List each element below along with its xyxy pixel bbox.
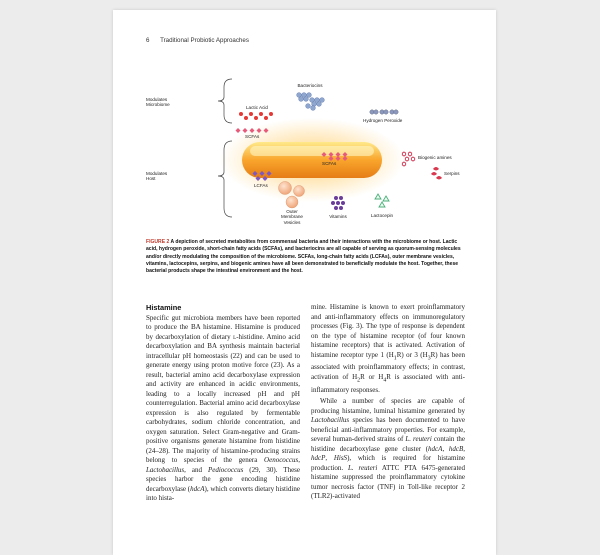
text-run: contain the histidine decarboxylase gene cluster ( <box>311 435 465 453</box>
genus-name: Pediococcus <box>207 465 244 474</box>
figure-caption-text: A depiction of secreted metabolites from commensal bacteria and their interactions with the microbiome or host. Lactic acid, hydrogen peroxide, short-chain fatty acids (SCFAs), and bacteriocins are all capable of serving as quorum-sensing molecules and/or directly modulating the composition of the microbiome. SCFAs, long-chain fatty acids (LCFAs), outer membrane vesicles, vitamins, lactocepins, serpins, and biogenic amines have all been demonstrated to beneficially modulate the host. Together, these bacterial products shape the intestinal environment and the host. <box>146 239 461 275</box>
text-run: R) has been associated with proinflammatory effects; in contrast, activation of H <box>311 350 465 381</box>
hydrogen-peroxide-label: Hydrogen Peroxide <box>363 118 403 123</box>
paragraph <box>146 314 300 504</box>
text-run: Specific gut microbiota members have been reported to produce the BA histamine. Histamine is produced by decarboxylation of dietary <box>146 313 300 341</box>
subscript: 3 <box>427 354 431 361</box>
subscript: 4 <box>383 377 387 384</box>
gene-name: hdcP <box>311 454 326 463</box>
modulates-host-label <box>146 171 167 182</box>
modulates-microbiome-label <box>146 97 170 108</box>
vitamins-label: Vitamins <box>329 214 347 219</box>
text-run: While a number of species are capable of producing histamine, luminal histamine generated by <box>311 397 465 415</box>
text-run: ), which is required for histamine production. <box>311 454 466 472</box>
hydrogen-peroxide-molecules <box>370 110 398 114</box>
text-run: ), which converts dietary histidine into hista- <box>146 484 300 502</box>
bacteriocins-molecules <box>297 93 325 111</box>
genus-name: Lactobacillus <box>311 416 350 425</box>
paragraph <box>311 303 465 395</box>
genus-name: Lactobacillus <box>146 465 185 474</box>
scfas-label-mid: SCFAs <box>322 161 337 166</box>
page-number: 6 <box>146 37 150 44</box>
text-run: R) or 3 (H <box>396 350 428 359</box>
lactocepin-molecules <box>375 194 389 207</box>
bracket-line-2: Microbiome <box>146 102 170 108</box>
lcfas-label: LCFAs <box>254 183 268 188</box>
paragraph <box>311 397 465 502</box>
omv-line-1: Outer <box>286 209 298 214</box>
bracket-line-2: Host <box>146 176 156 182</box>
species-name: L. reuteri <box>405 435 432 444</box>
text-run: R or H <box>360 372 384 381</box>
subscript: 1 <box>393 354 397 361</box>
text-run: (29, 30). These species harbor the gene encoding histidine decarboxylase ( <box>146 465 301 493</box>
serpins-label: Serpins <box>444 171 460 176</box>
omv-label <box>281 209 303 225</box>
figure-caption <box>146 239 466 275</box>
biogenic-amines-molecules <box>402 152 414 166</box>
subscript: 2 <box>357 377 361 384</box>
text-run: , <box>463 444 465 453</box>
figure-metabolites <box>146 70 472 232</box>
species-name: L. reuteri <box>348 463 378 472</box>
omv-line-3: Vesicles <box>283 219 301 225</box>
omv-line-2: Membrane <box>281 214 303 220</box>
chapter-title: Traditional Probiotic Approaches <box>160 37 249 44</box>
lactic-acid-molecules <box>239 112 273 120</box>
text-run: species has been documented to have beneficial anti-inflammatory properties. For example, several human-derived strains of <box>311 416 465 444</box>
text-run: mine. Histamine is known to exert proinflammatory and anti-inflammatory effects on immunoregulatory processes (Fig. 3). The type of response is dependent on the type of histamine receptor (of four known histamine receptors) that is activated. Activation of histamine receptor type 1 (H <box>311 303 465 359</box>
book-page <box>113 10 496 555</box>
gene-name: hdcA <box>190 484 205 493</box>
gene-name: HisS <box>333 454 348 463</box>
running-head <box>146 37 249 44</box>
text-run: l <box>233 332 237 341</box>
lactocepin-label: Lactocepin <box>370 213 394 218</box>
text-run: -histidine. Amino acid decarboxylation and BA synthesis maintain bacterial intracellular pH homeostasis (22) and can be used to generate energy using proton motive force (23). As a result, bacterial amino acid decarboxylase expression and activity are enhanced in acidic environments, leading to a locally increased pH and pH counterregulation. Bacterial amino acid decarboxylase expression is also regulated by fermentable carbohydrates, sodium chloride concentration, and oxygen saturation. Select Gram-negative and Gram-positive organisms generate histamine from histidine (24–28). The majority of histamine-producing strains belong to species of the genera <box>146 332 300 464</box>
bracket-line-1: Modulates <box>146 97 168 102</box>
text-run: ATTC PTA 6475-generated histamine suppressed the proinflammatory cytokine tumor necrosis factor (TNF) in Toll-like receptor 2 (TLR2)-activated <box>311 463 466 501</box>
text-run: , <box>325 454 334 463</box>
figure-illustration <box>146 70 472 232</box>
genus-name: Oenococcus <box>264 456 299 464</box>
text-run: , <box>442 444 449 453</box>
figure-caption-label: FIGURE 2 <box>146 239 170 245</box>
lactic-acid-label: Lactic Acid <box>246 105 268 110</box>
text-run: , and <box>184 465 208 474</box>
gene-name: hdcB <box>448 444 464 453</box>
text-run: , <box>298 456 300 464</box>
serpins-molecules <box>431 167 442 180</box>
bacteriocins-label: Bacteriocins <box>297 83 323 88</box>
bracket-line-1: Modulates <box>146 171 168 176</box>
text-column-right <box>311 303 465 502</box>
text-column-left <box>146 303 300 504</box>
microbiome-bracket <box>218 79 232 123</box>
gene-name: hdcA <box>428 444 443 453</box>
section-heading: Histamine <box>146 303 182 312</box>
biogenic-amines-label: Biogenic amines <box>418 155 452 160</box>
text-run: R is associated with anti-inflammatory responses. <box>311 372 465 394</box>
scfas-label-top: SCFAs <box>245 134 260 139</box>
